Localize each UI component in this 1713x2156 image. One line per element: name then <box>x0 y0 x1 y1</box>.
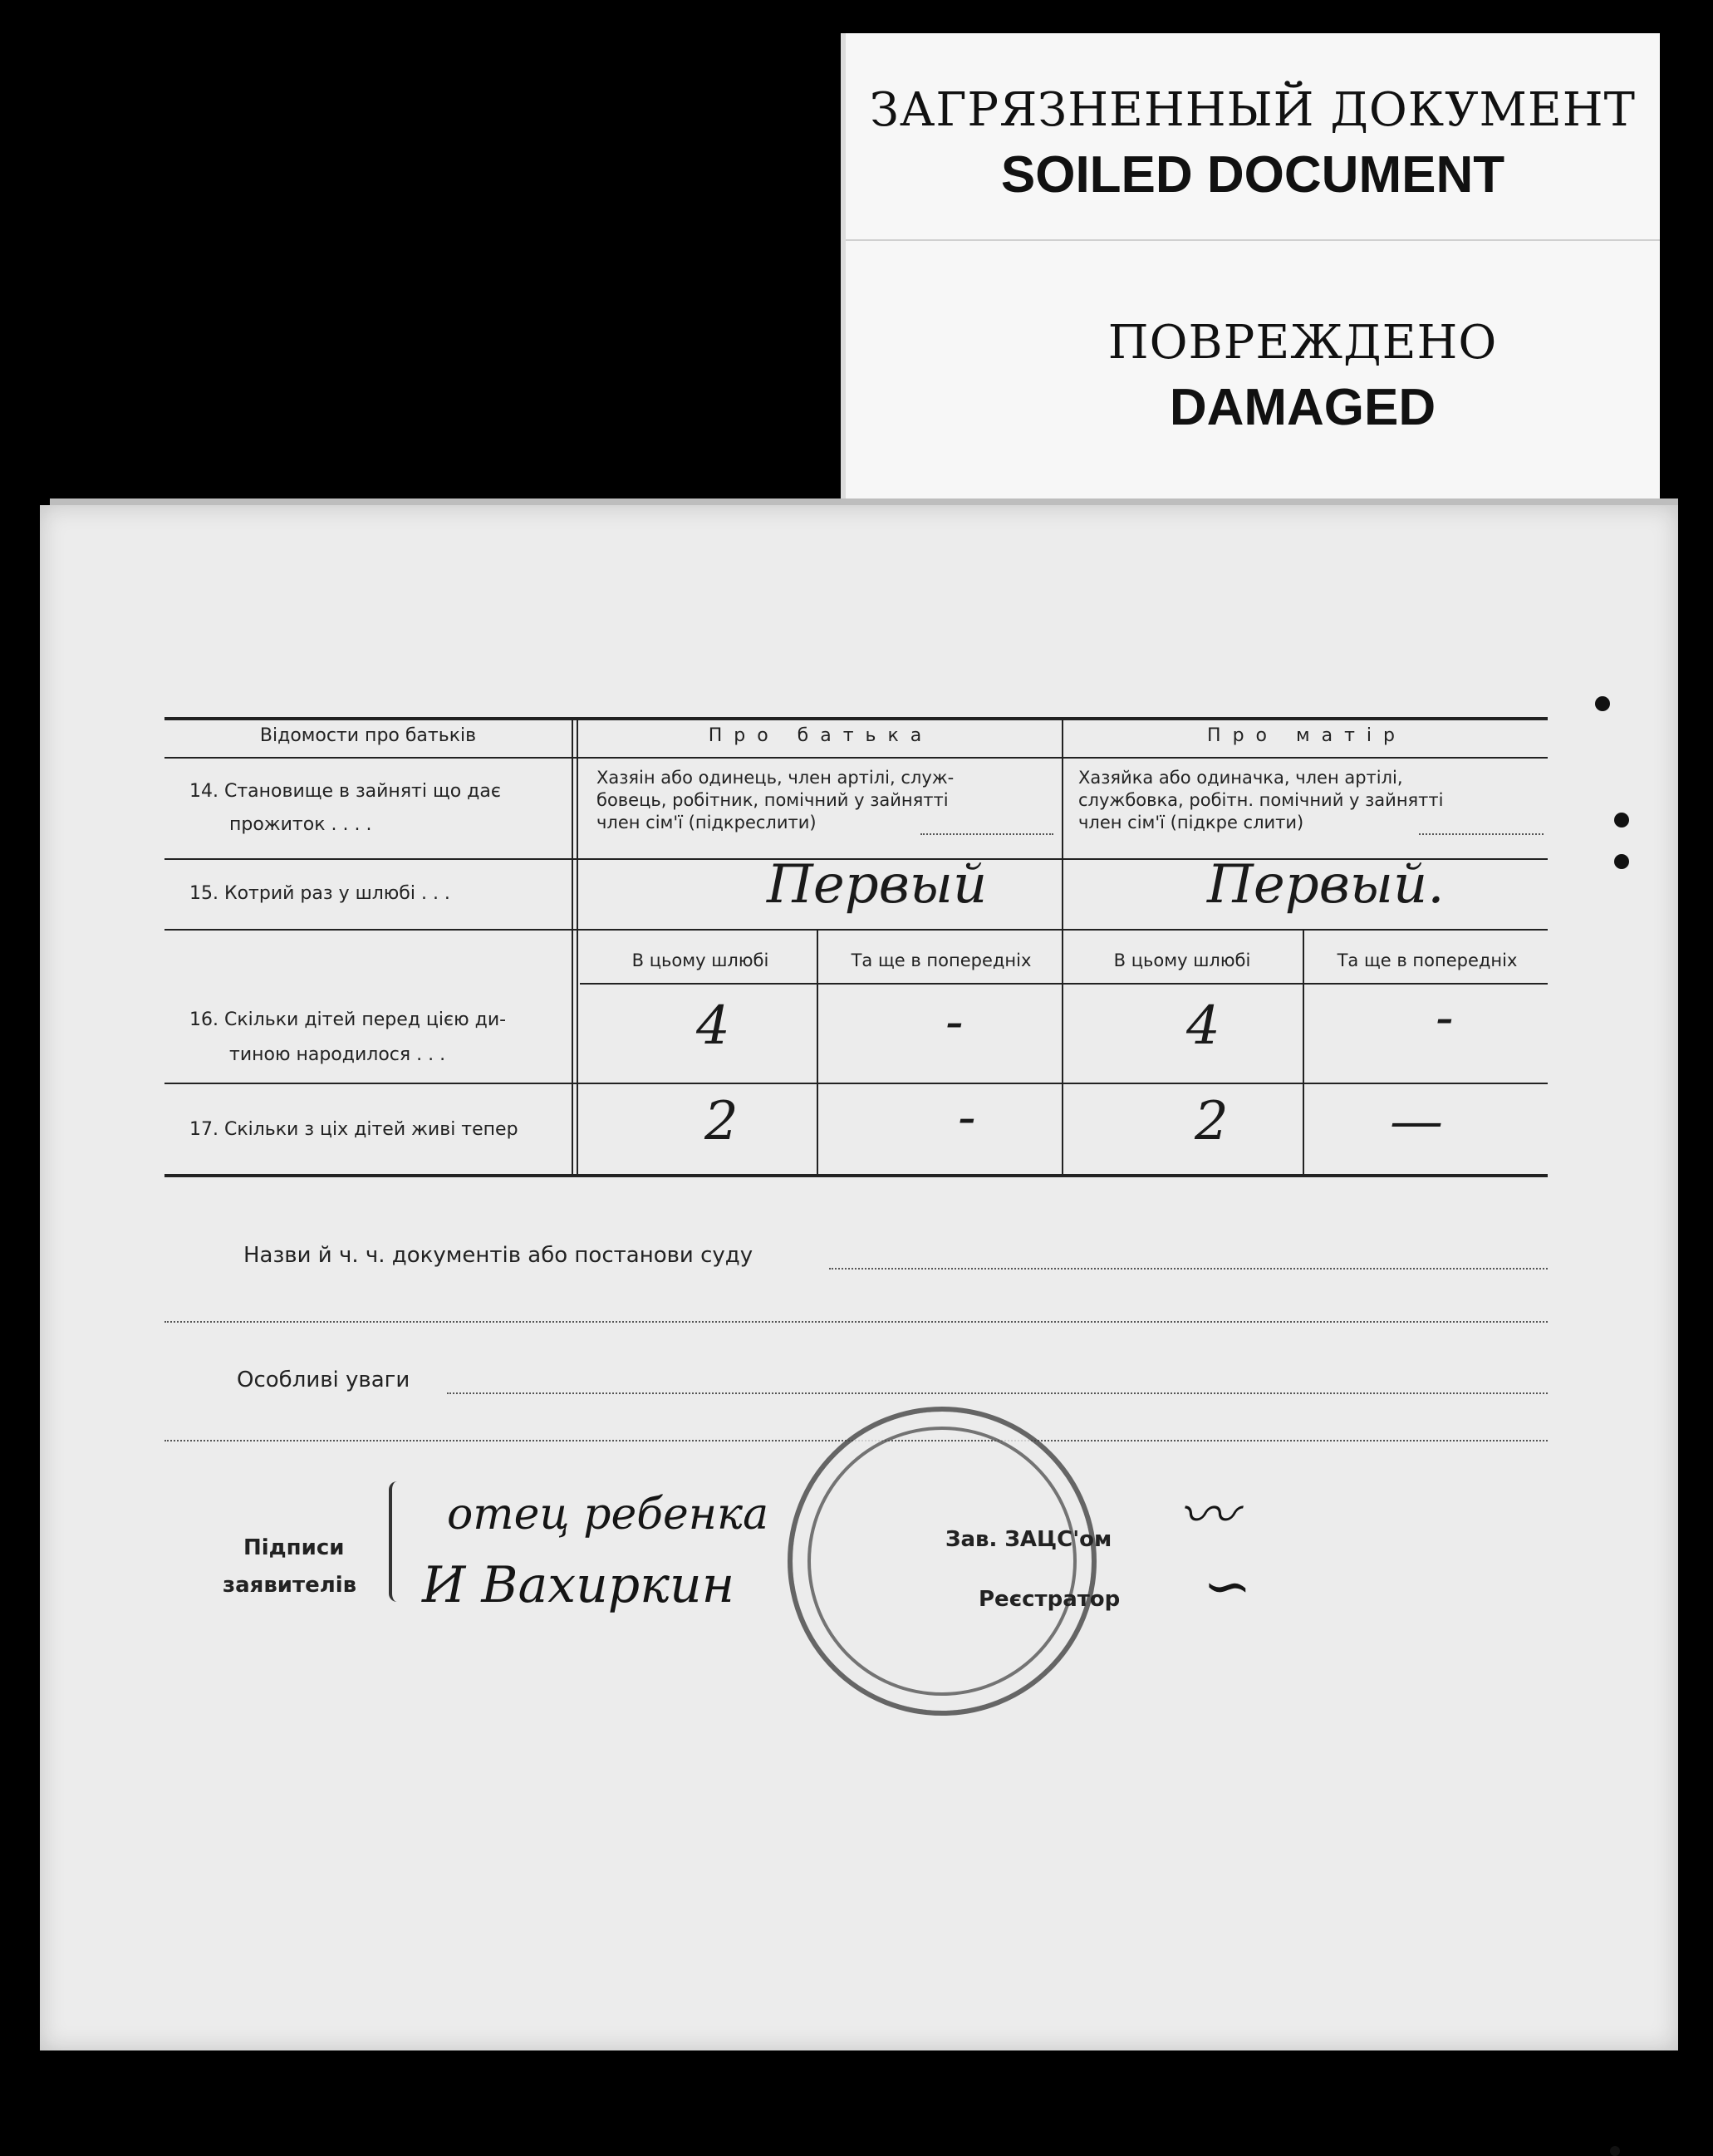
signatures-brace <box>389 1481 409 1602</box>
parents-info-table <box>164 717 1548 1178</box>
official-seal-stamp <box>788 1407 1097 1716</box>
signatures-label-line1: Підписи <box>243 1535 345 1560</box>
row17-label: 17. Скільки з ціх дітей живі тепер <box>189 1119 518 1140</box>
document-condition-notice <box>841 33 1660 532</box>
subheader-mother-this-marriage: В цьому шлюбі <box>1113 950 1251 970</box>
registrar-signature-mark: ∽ <box>1203 1552 1252 1620</box>
applicant-signature-line1: отец ребенка <box>447 1490 769 1540</box>
signatures-label-line2: заявителів <box>223 1573 357 1598</box>
row15-label: 15. Котрий раз у шлюбі . . . <box>189 883 450 904</box>
row14-mother-line1: Хазяйка або одиначка, член артілі, <box>1078 768 1403 788</box>
damaged-notice-ru: ПОВРЕЖДЕНО <box>1107 316 1498 370</box>
row16-mother-this: 4 <box>1186 995 1220 1057</box>
header-parents-info: Відомости про батьків <box>259 725 477 746</box>
documents-dots <box>829 1268 1548 1270</box>
row14-mother-dots <box>1419 833 1544 835</box>
documents-dots-2 <box>164 1321 1548 1323</box>
subheader-father-previous: Та ще в попередніх <box>851 950 1032 970</box>
head-signature-mark: 〰 <box>1178 1481 1236 1549</box>
binding-hole <box>1610 2146 1620 2156</box>
row17-mother-this: 2 <box>1195 1091 1229 1152</box>
row14-label-line1: 14. Становище в зайняті що дає <box>189 781 501 802</box>
row16-father-prev: - <box>945 991 964 1053</box>
row16-father-this: 4 <box>696 995 730 1057</box>
row14-mother-line2: службовка, робітн. помічний у зайнятті <box>1078 790 1444 810</box>
soiled-notice-ru: ЗАГРЯЗНЕННЫЙ ДОКУМЕНТ <box>870 83 1636 137</box>
header-about-mother: Про матір <box>1207 725 1406 746</box>
row16-label-line1: 16. Скільки дітей перед цією ди- <box>189 1009 507 1030</box>
binding-hole <box>1614 813 1629 828</box>
row14-father-line1: Хазяін або одинець, член артілі, служ- <box>596 768 955 788</box>
remarks-dots <box>447 1392 1548 1394</box>
row14-father-line2: бовець, робітник, помічний у зайнятті <box>596 790 949 810</box>
row16-mother-prev: - <box>1436 987 1454 1049</box>
row17-father-prev: - <box>958 1087 976 1148</box>
subheader-father-this-marriage: В цьому шлюбі <box>631 950 769 970</box>
row14-father-line3: член сім'ї (підкреслити) <box>596 813 817 832</box>
document-page <box>40 505 1678 2050</box>
subheader-mother-previous: Та ще в попередніх <box>1337 950 1518 970</box>
row14-mother-line3: член сім'ї (підкре слити) <box>1078 813 1304 832</box>
registrar-label: Реєстратор <box>979 1587 1121 1612</box>
notice-crease <box>846 239 1660 241</box>
zags-head-label: Зав. ЗАЦС'ом <box>945 1527 1112 1552</box>
row15-father-handwriting: Первый <box>767 854 988 916</box>
binding-hole <box>1595 696 1610 711</box>
row14-father-dots <box>920 833 1053 835</box>
soiled-notice-en: SOILED DOCUMENT <box>1000 146 1505 204</box>
row15-mother-handwriting: Первый. <box>1207 854 1445 916</box>
header-about-father: Про батька <box>708 725 934 746</box>
documents-label: Назви й ч. ч. документів або постанови суду <box>243 1243 753 1268</box>
remarks-label: Особливі уваги <box>237 1368 410 1392</box>
binding-hole <box>1614 854 1629 869</box>
row14-label-line2: прожиток . . . . <box>229 814 372 835</box>
row17-mother-prev: — <box>1390 1091 1443 1152</box>
row16-label-line2: тиною народилося . . . <box>229 1044 446 1065</box>
applicant-signature-line2: И Вахиркин <box>422 1556 735 1614</box>
damaged-notice-en: DAMAGED <box>1169 379 1436 436</box>
row17-father-this: 2 <box>704 1091 739 1152</box>
